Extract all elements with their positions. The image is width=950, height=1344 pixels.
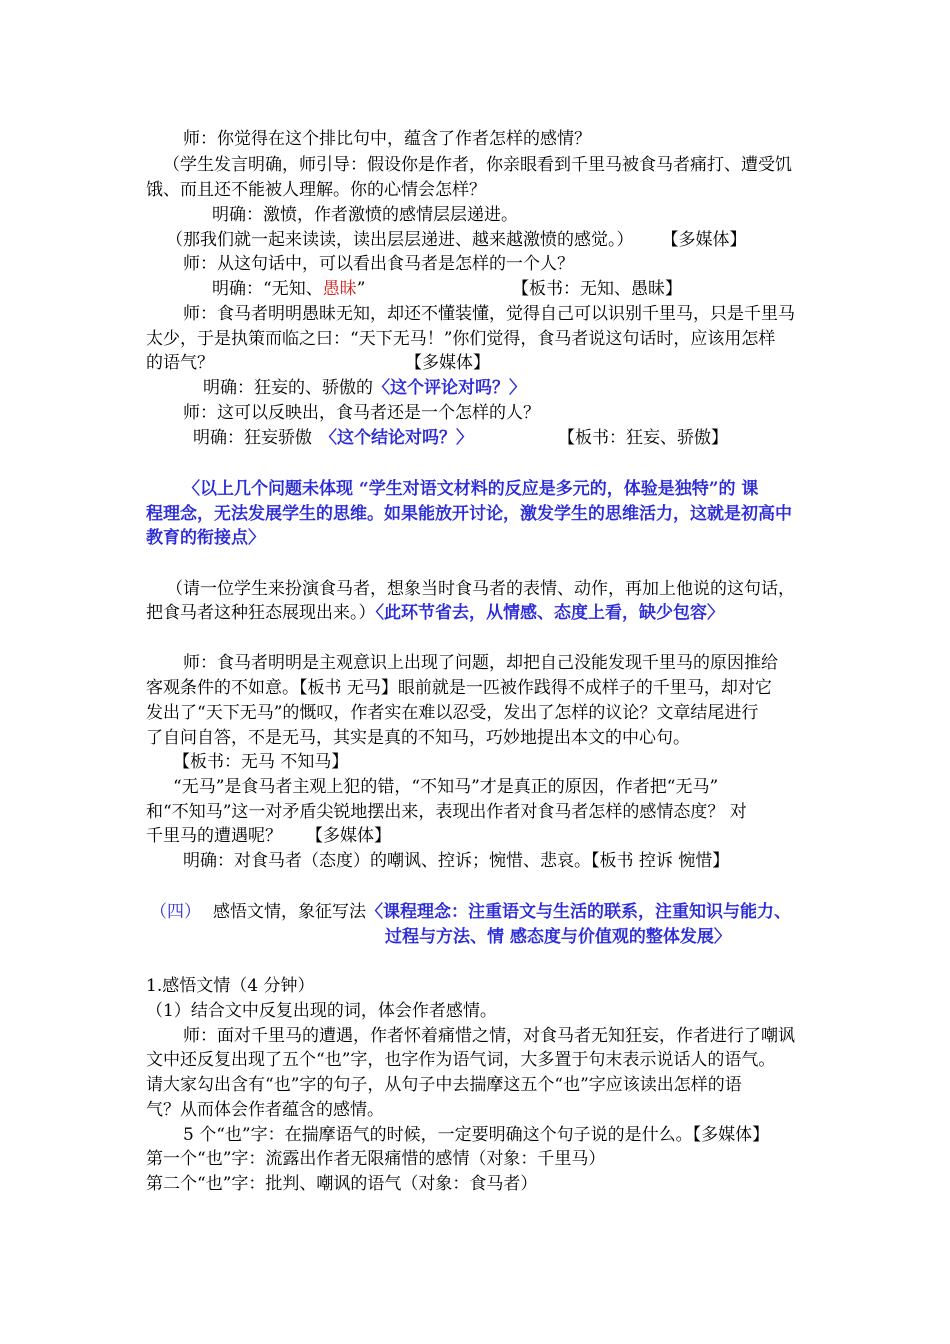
roleplay-comment: 〈此环节省去，从情感、态度上看，缺少包容〉 [375, 603, 724, 623]
part-1-para-line-4: 气？从而体会作者蕴含的感情。 [146, 1100, 384, 1120]
section-4-heading [213, 900, 791, 924]
paragraph-1-line-2: 客观条件的不如意。【板书 无马】眼前就是一匹被作践得不成样子的千里马，却对它 [146, 678, 772, 698]
answer-2-line [212, 277, 365, 301]
read-aloud-line [166, 228, 747, 252]
teacher-question-3-line-2: 太少，于是执策而临之曰：“天下无马！”你们觉得，食马者说这句话时，应该用怎样 [146, 329, 776, 349]
roleplay-line-2 [146, 601, 724, 625]
student-guide-line-2: 饿、而且还不能被人理解。你的心情会怎样？ [146, 180, 486, 200]
answer-2-highlight: 愚昧 [322, 279, 357, 299]
paragraph-1-line-1: 师：食马者明明是主观意识上出现了问题，却把自己没能发现千里马的原因推给 [183, 653, 778, 673]
part-1-para-line-2: 文中还反复出现了五个“也”字，也字作为语气词，大多置于句末表示说话人的语气。 [146, 1050, 776, 1070]
part-1-subheading: （1）结合文中反复出现的词，体会作者感情。 [146, 1001, 497, 1021]
second-ye-line: 第二个“也”字：批判、嘲讽的语气（对象：食马者） [146, 1174, 538, 1194]
review-comment-line-3: 教育的衔接点〉 [146, 528, 265, 548]
section-4-comment-line-2: 过程与方法、情 感态度与价值观的整体发展〉 [385, 927, 731, 947]
answer-2-post: ” [356, 279, 366, 299]
paragraph-1-line-3: 发出了“天下无马”的慨叹，作者实在难以忍受，发出了怎样的议论？文章结尾进行 [146, 703, 759, 723]
section-4-title: 感悟文情，象征写法 [213, 902, 366, 922]
paragraph-2-line-2: 和“不知马”这一对矛盾尖锐地摆出来，表现出作者对食马者怎样的感情态度？ 对 [146, 802, 747, 822]
teacher-question-3-line-3: 的语气？ [146, 353, 214, 373]
answer-4-line [193, 426, 473, 450]
board-note-2: 【板书：无知、愚昧】 [512, 279, 682, 299]
teacher-question-3-line-1: 师：食马者明明愚昧无知，却还不懂装懂，觉得自己可以识别千里马，只是千里马 [183, 304, 795, 324]
board-note-4: 【板书：狂妄、骄傲】 [558, 428, 728, 448]
paragraph-2-text: 千里马的遭遇呢？ [146, 826, 282, 846]
multimedia-tag-2: 【多媒体】 [405, 353, 490, 373]
teacher-question-4: 师：这可以反映出，食马者还是一个怎样的人？ [183, 403, 540, 423]
paragraph-2-line-1: “无马”是食马者主观上犯的错，“不知马”才是真正的原因，作者把“无马” [173, 777, 719, 797]
answer-4-text: 明确：狂妄骄傲 [193, 428, 312, 448]
teacher-question-1: 师：你觉得在这个排比句中，蕴含了作者怎样的感情？ [183, 129, 591, 149]
answer-3-line [203, 376, 526, 400]
answer-2-pre: 明确：“无知、 [212, 279, 323, 299]
paragraph-1-line-4: 了自问自答，不是无马，其实是真的不知马，巧妙地提出本文的中心句。 [146, 728, 690, 748]
board-note-wuma: 【板书：无马 不知马】 [173, 752, 349, 772]
part-1-heading: 1.感悟文情（4 分钟） [146, 976, 315, 996]
part-1-para-line-3: 请大家勾出含有“也”字的句子，从句子中去揣摩这五个“也”字应该读出怎样的语 [146, 1075, 742, 1095]
read-aloud-text: （那我们就一起来读读，读出层层递进、越来越激愤的感觉。） [166, 230, 634, 250]
part-1-para-line-1: 师：面对千里马的遭遇，作者怀着痛惜之情，对食马者无知狂妄，作者进行了嘲讽 [183, 1026, 795, 1046]
section-4-comment-line-1: 〈课程理念：注重语文与生活的联系，注重知识与能力、 [366, 902, 791, 922]
answer-3-text: 明确：狂妄的、骄傲的 [203, 378, 373, 398]
review-comment-line-2: 程理念，无法发展学生的思维。如果能放开讨论，激发学生的思维活力，这就是初高中 [146, 504, 792, 524]
answer-3-comment: 〈这个评论对吗？〉 [373, 378, 526, 398]
review-comment-line-1: 〈以上几个问题未体现 “学生对语文材料的反应是多元的，体验是独特”的 课 [183, 479, 759, 499]
answer-section-2: 明确：对食马者（态度）的嘲讽、控诉；惋惜、悲哀。【板书 控诉 惋惜】 [183, 851, 730, 871]
first-ye-line: 第一个“也”字：流露出作者无限痛惜的感情（对象：千里马） [146, 1149, 606, 1169]
paragraph-2-line-3 [146, 824, 391, 848]
roleplay-line-1: （请一位学生来扮演食马者，想象当时食马者的表情、动作，再加上他说的这句话， [166, 579, 795, 599]
answer-1: 明确：激愤，作者激愤的感情层层递进。 [212, 205, 518, 225]
multimedia-tag-3: 【多媒体】 [306, 826, 391, 846]
five-ye-line: 5 个“也”字：在揣摩语气的时候，一定要明确这个句子说的是什么。【多媒体】 [183, 1125, 770, 1145]
answer-4-comment: 〈这个结论对吗？〉 [320, 428, 473, 448]
teacher-question-2: 师：从这句话中，可以看出食马者是怎样的一个人？ [183, 254, 574, 274]
student-guide-line-1: （学生发言明确，师引导：假设你是作者，你亲眼看到千里马被食马者痛打、遭受饥 [163, 155, 792, 175]
section-4-number: （四） [150, 902, 201, 922]
roleplay-text: 把食马者这种狂态展现出来。） [146, 603, 376, 623]
multimedia-tag: 【多媒体】 [661, 230, 747, 250]
